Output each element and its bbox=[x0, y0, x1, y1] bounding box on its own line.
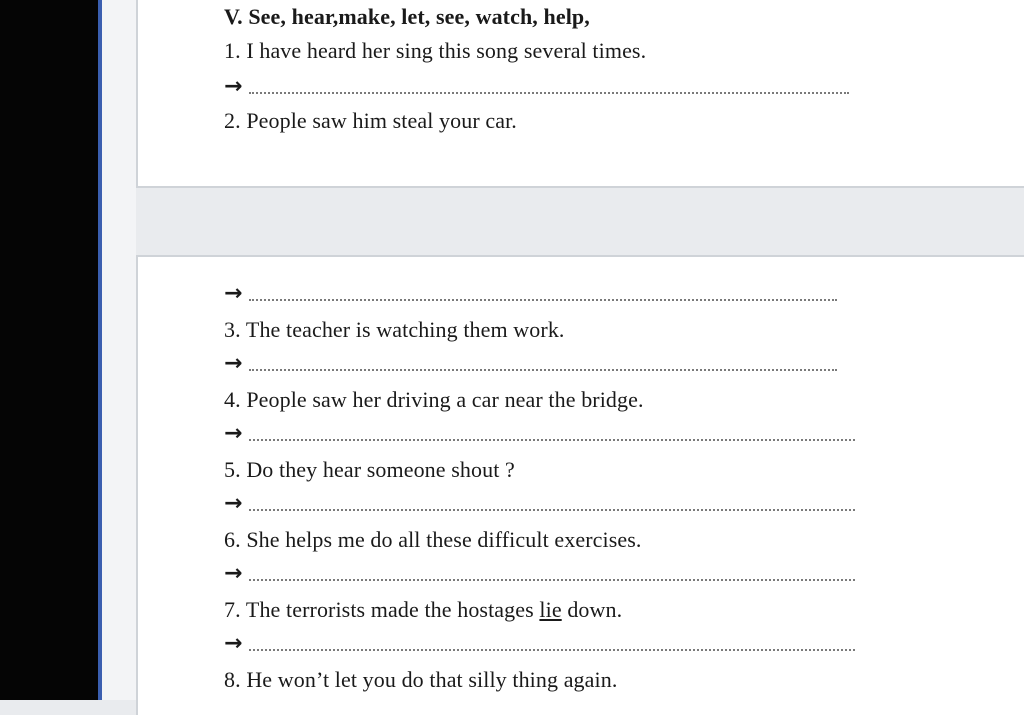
item-number: 5. bbox=[224, 457, 241, 482]
item-text: The teacher is watching them work. bbox=[245, 317, 565, 342]
answer-blank[interactable] bbox=[249, 437, 855, 441]
exercise-item-7 bbox=[224, 597, 622, 623]
exercise-item-1 bbox=[224, 38, 646, 64]
item-text: I have heard her sing this song several times. bbox=[246, 38, 647, 63]
arrow-icon: → bbox=[224, 561, 243, 586]
item-number: 3. bbox=[224, 317, 241, 342]
dark-side-panel bbox=[0, 0, 98, 700]
item-number: 1. bbox=[224, 38, 241, 63]
answer-line-6[interactable] bbox=[224, 563, 855, 585]
answer-line-4[interactable] bbox=[224, 423, 855, 445]
arrow-icon: → bbox=[224, 74, 243, 99]
answer-line-7[interactable] bbox=[224, 633, 855, 655]
item-number: 8. bbox=[224, 667, 241, 692]
answer-line-1[interactable] bbox=[224, 76, 849, 98]
exercise-item-3 bbox=[224, 317, 565, 343]
item-number: 6. bbox=[224, 527, 241, 552]
item-text: The terrorists made the hostages bbox=[245, 597, 534, 622]
item-text-end: down. bbox=[567, 597, 623, 622]
answer-blank[interactable] bbox=[249, 507, 855, 511]
exercise-item-5 bbox=[224, 457, 515, 483]
arrow-icon: → bbox=[224, 351, 243, 376]
item-number: 4. bbox=[224, 387, 241, 412]
exercise-item-2 bbox=[224, 108, 517, 134]
document-page-2 bbox=[136, 255, 1024, 715]
item-text: He won’t let you do that silly thing again. bbox=[246, 667, 618, 692]
underlined-word: lie bbox=[539, 597, 562, 622]
answer-blank[interactable] bbox=[249, 647, 855, 651]
arrow-icon: → bbox=[224, 421, 243, 446]
item-text: Do they hear someone shout ? bbox=[246, 457, 515, 482]
answer-blank[interactable] bbox=[249, 577, 855, 581]
answer-blank[interactable] bbox=[249, 367, 837, 371]
item-text: People saw him steal your car. bbox=[246, 108, 517, 133]
item-text: People saw her driving a car near the bridge. bbox=[246, 387, 644, 412]
answer-blank[interactable] bbox=[249, 90, 849, 94]
answer-line-2[interactable] bbox=[224, 283, 837, 305]
page-gutter bbox=[102, 0, 136, 700]
arrow-icon: → bbox=[224, 631, 243, 656]
item-text: She helps me do all these difficult exercises. bbox=[246, 527, 642, 552]
item-number: 2. bbox=[224, 108, 241, 133]
item-number: 7. bbox=[224, 597, 241, 622]
arrow-icon: → bbox=[224, 281, 243, 306]
exercise-item-4 bbox=[224, 387, 644, 413]
section-title: V. See, hear,make, let, see, watch, help, bbox=[224, 4, 590, 29]
answer-blank[interactable] bbox=[249, 297, 837, 301]
arrow-icon: → bbox=[224, 491, 243, 516]
exercise-item-6 bbox=[224, 527, 642, 553]
exercise-item-8 bbox=[224, 667, 617, 693]
answer-line-3[interactable] bbox=[224, 353, 837, 375]
answer-line-5[interactable] bbox=[224, 493, 855, 515]
document-page-1 bbox=[136, 0, 1024, 188]
